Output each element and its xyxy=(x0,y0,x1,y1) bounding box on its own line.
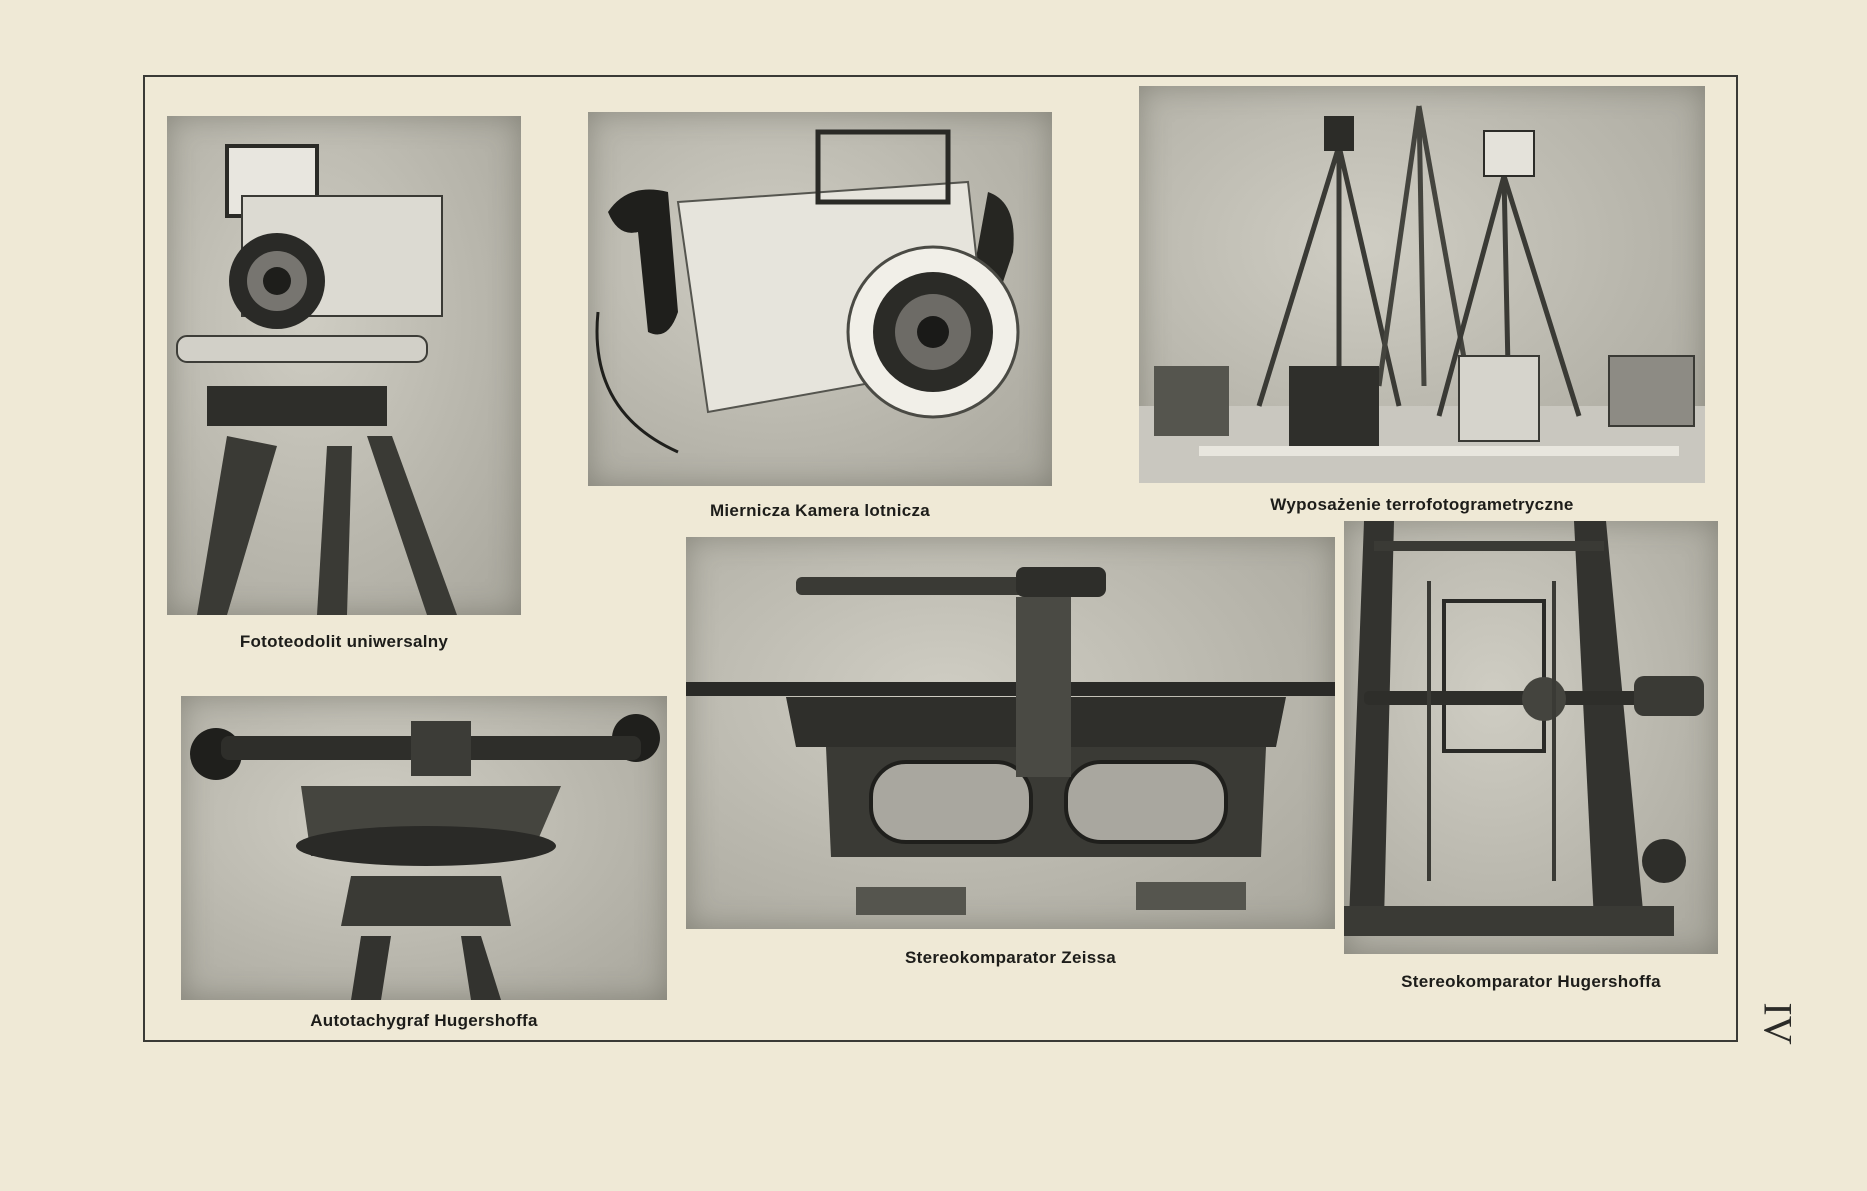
caption-autotachygraf: Autotachygraf Hugershoffa xyxy=(310,1011,538,1030)
caption-stereo-zeiss: Stereokomparator Zeissa xyxy=(905,948,1116,967)
photo-autotachygraf xyxy=(181,696,667,1000)
photo-stereo-hugershoff xyxy=(1344,521,1718,954)
caption-fototeodolit: Fototeodolit uniwersalny xyxy=(239,632,449,651)
caption-kamera-lotnicza: Miernicza Kamera lotnicza xyxy=(709,501,931,520)
photo-wyposazenie xyxy=(1139,86,1705,483)
photo-stereo-zeiss xyxy=(686,537,1335,929)
photo-fototeodolit xyxy=(167,116,521,615)
photo-kamera-lotnicza xyxy=(588,112,1052,486)
page-number: IV xyxy=(1755,1002,1801,1045)
caption-stereo-hugershoff: Stereokomparator Hugershoffa xyxy=(1401,972,1661,991)
caption-wyposazenie: Wyposażenie terrofotogrametryczne xyxy=(1270,495,1574,514)
